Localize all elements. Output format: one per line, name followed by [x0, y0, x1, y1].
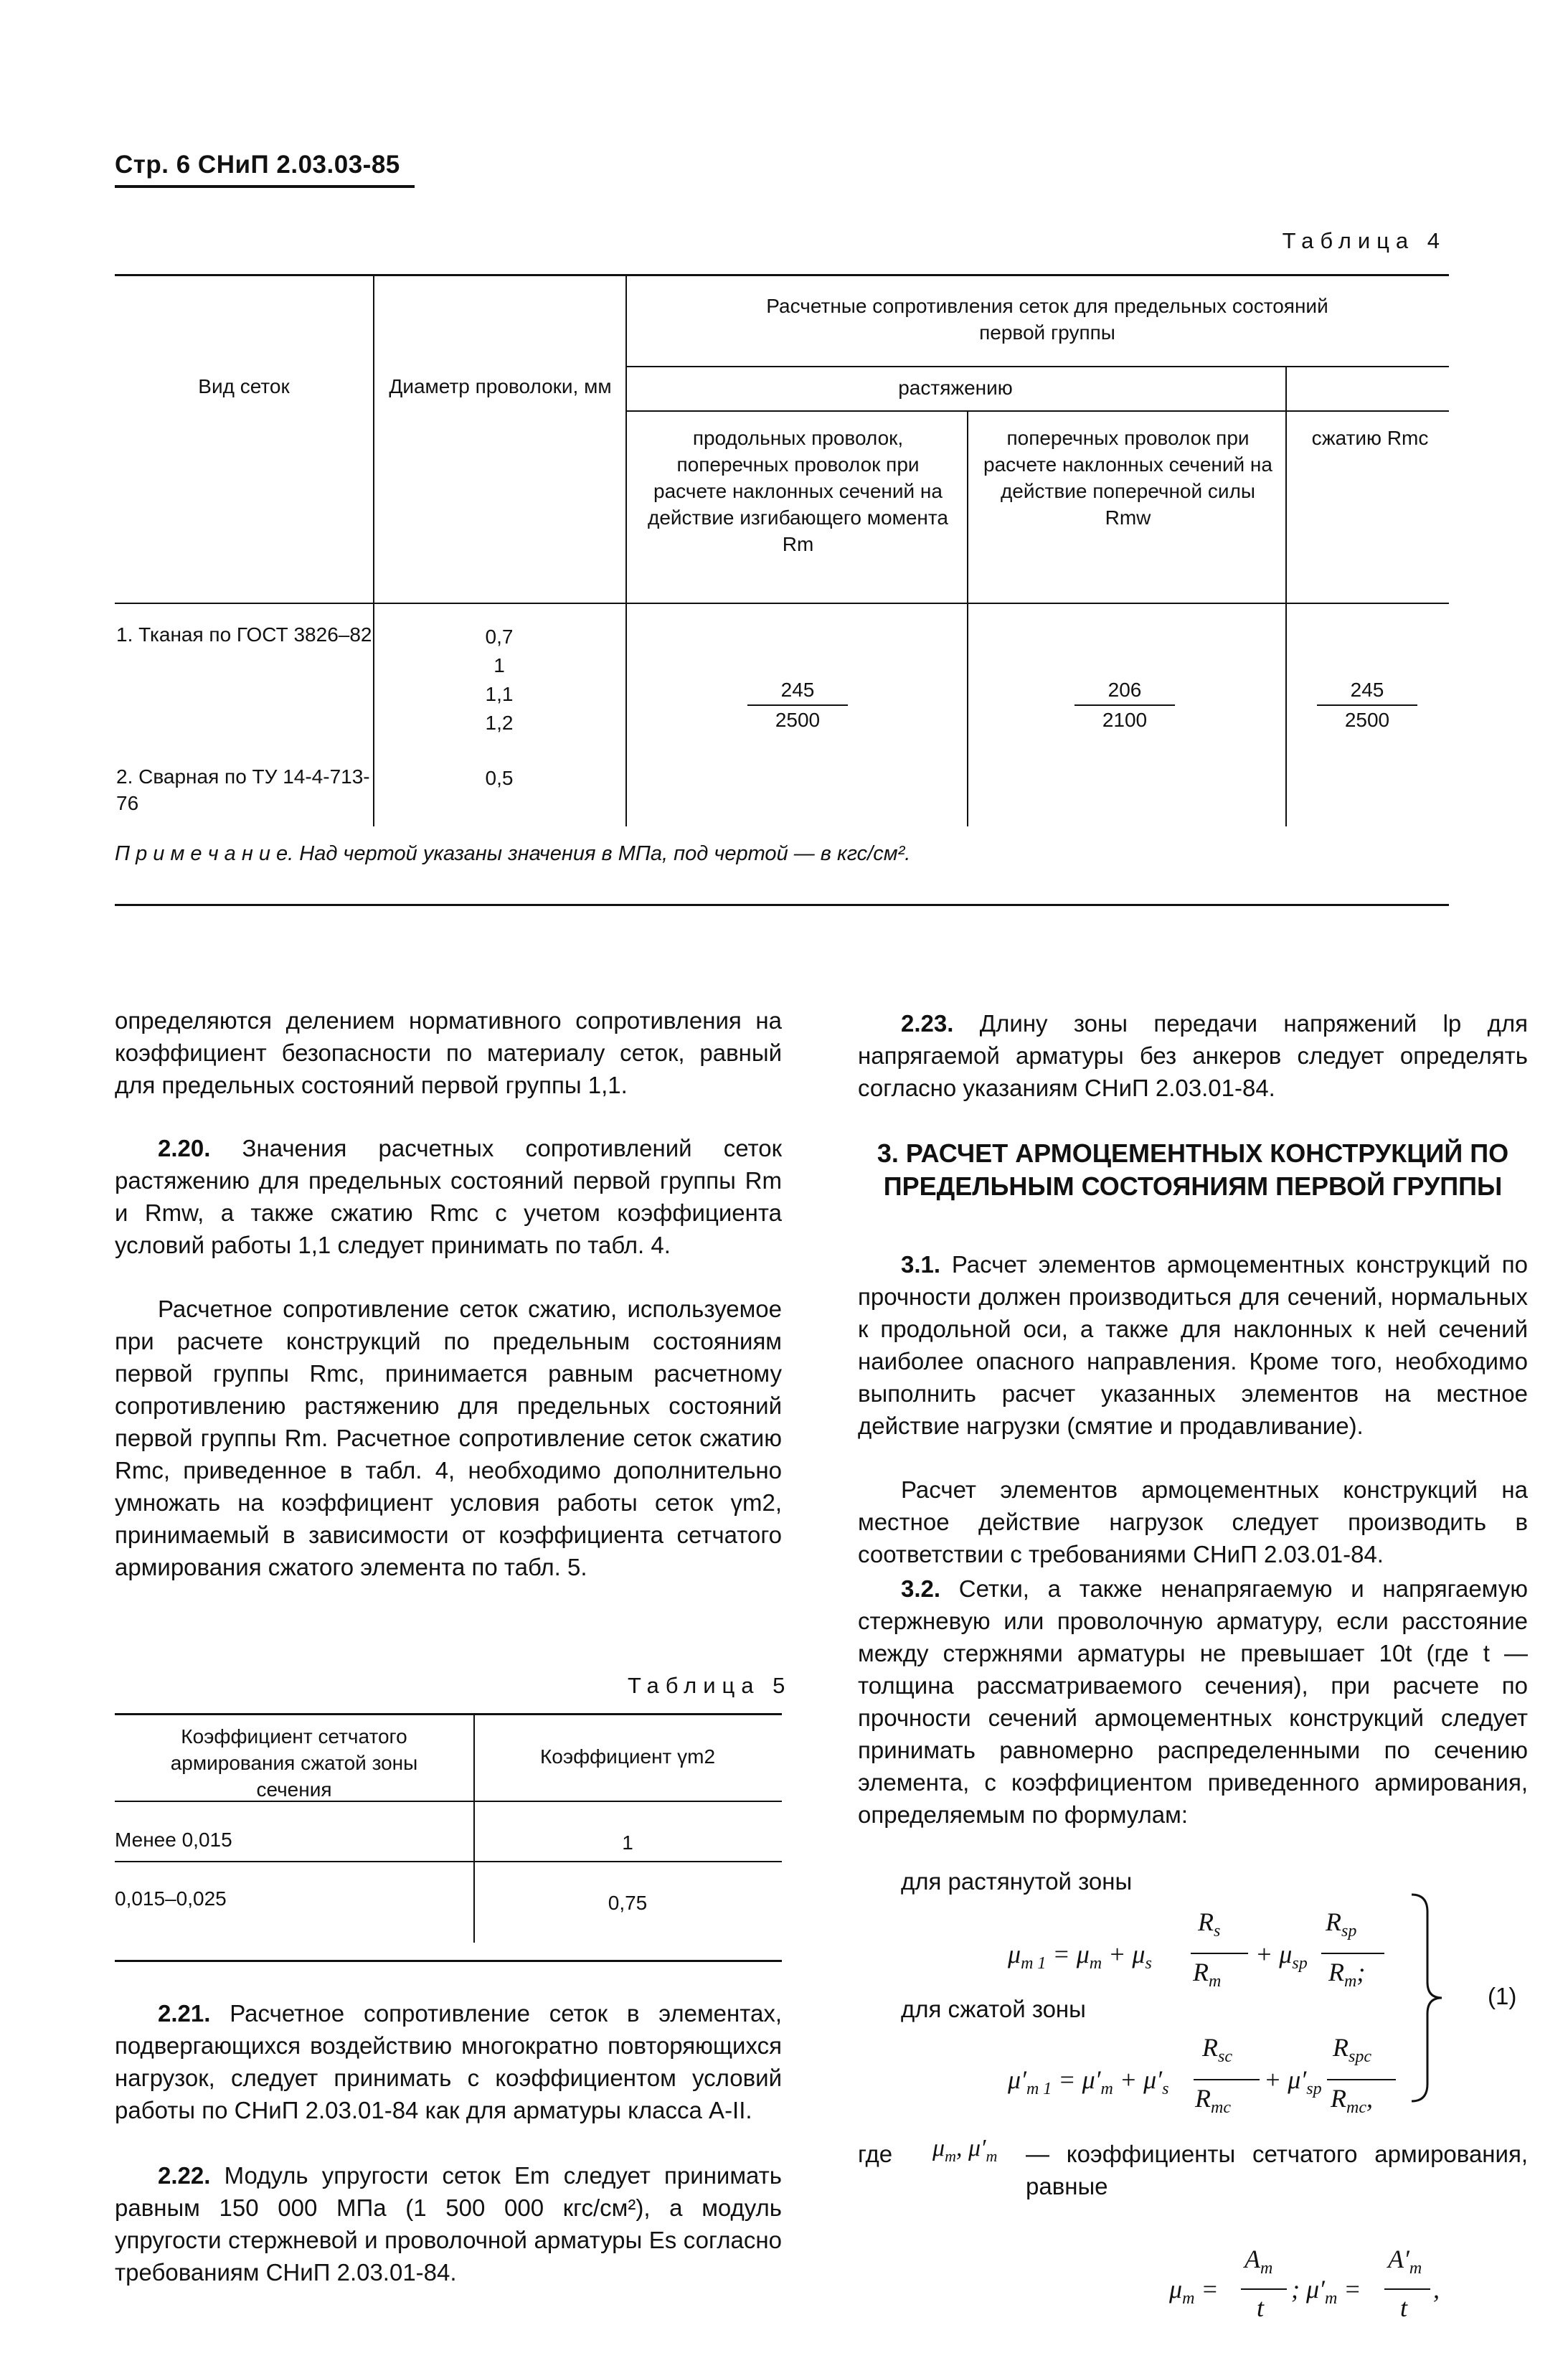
rm-value	[747, 676, 848, 735]
fraction-bar	[1384, 2288, 1430, 2290]
table5-caption: Таблица 5	[628, 1673, 792, 1698]
table4-header-compression: сжатию Rmc	[1311, 427, 1429, 449]
table5-row-value: 0,75	[608, 1892, 648, 1914]
paragraph-text: Модуль упругости сеток Em следует принимать равным 150 000 МПа (1 500 000 кгс/см²), а модуль упругости стержневой и проволочной арматуры Es согласно требованиям СНиП 2.03.01-84.	[115, 2162, 782, 2286]
tension-zone-label: для растянутой зоны	[901, 1868, 1133, 1895]
section-number: 2.23.	[901, 1010, 954, 1037]
paragraph-text: Длину зоны передачи напряжений lp для напрягаемой арматуры без анкеров следует определять согласно указаниям СНиП 2.03.01-84.	[858, 1010, 1529, 1101]
table4-header-type: Вид сеток	[198, 375, 290, 397]
formula-mu-m1: $\mu_{m 1} = \mu_m + \mu_s$	[1008, 1940, 1152, 1973]
table4-tension-rule	[625, 410, 1449, 412]
rm-kgs: 2500	[775, 709, 821, 731]
diameter-value: 1	[493, 654, 505, 676]
section-number: 2.21.	[158, 2000, 211, 2027]
diameter-value: 1,1	[485, 683, 514, 705]
rmw-value	[1075, 676, 1175, 735]
table4-col-divider	[373, 274, 374, 826]
paragraph-local-load: Расчет элементов армоцементных конструкций на местное действие нагрузок следует производить в соответствии с требованиями СНиП 2.03.01-84.	[858, 1476, 1528, 1567]
table4-row-diameters	[373, 623, 625, 737]
table4-col-divider	[1285, 366, 1287, 826]
formula-mu-m: $\mu_m$ =	[1169, 2275, 1219, 2309]
table4-top-rule	[115, 274, 1449, 276]
table5	[115, 1713, 782, 1971]
rmw-mpa: 206	[1075, 676, 1175, 706]
table5-row-range: 0,015–0,025	[115, 1887, 227, 1910]
rm-mpa: 245	[747, 676, 848, 706]
rmc-value	[1317, 676, 1417, 735]
table4-header-transverse: поперечных проволок при расчете наклонных сечений на действие поперечной силы Rmw	[983, 427, 1272, 529]
section-number: 2.20.	[158, 1135, 211, 1161]
table4-row-type: 1. Тканая по ГОСТ 3826–82	[116, 623, 372, 646]
formula-semicolon: ; $\mu'_m$ =	[1291, 2275, 1361, 2309]
table5-top-rule	[115, 1713, 782, 1715]
formula-mu-m1-prime: $\mu'_{m 1} = \mu'_m + \mu'_s$	[1008, 2065, 1169, 2099]
table4	[115, 274, 1449, 905]
table4-note: П р и м е ч а н и е. Над чертой указаны значения в МПа, под чертой — в кгс/см².	[115, 842, 911, 865]
table4-header-rule	[115, 603, 1449, 604]
formula-rm: $R_m$	[1193, 1958, 1222, 1991]
table5-row-rule	[115, 1861, 782, 1862]
formula-mu-symbols: $\mu_m$, $\mu'_m$	[932, 2135, 998, 2165]
fraction-bar	[1327, 2079, 1396, 2080]
section-number: 2.22.	[158, 2162, 211, 2189]
formula-rmc: $R_{mc}$	[1195, 2084, 1231, 2118]
paragraph-text: Сетки, а также ненапрягаемую и напрягаемую стержневую или проволочную арматуру, если расстояние между стержнями арматуры не превышает 10t (где t — толщина рассматриваемого сечения), при расчете по прочности сечений армоцементных конструкций следует принимать равномерно распределенными по сечению элемента, с коэффициентом приведенного армирования, определяемым по формулам:	[858, 1575, 1528, 1828]
table4-header-group: Расчетные сопротивления сеток для предельных состояний первой группы	[766, 295, 1328, 344]
paragraph-2-22	[115, 2159, 782, 2288]
formula-comma: ,	[1433, 2275, 1440, 2303]
table5-row-value: 1	[622, 1831, 633, 1854]
section-number: 3.2.	[901, 1575, 941, 1602]
formula-mu-sp: + $\mu_{sp}$	[1255, 1940, 1308, 1973]
fraction-bar	[1241, 2288, 1287, 2290]
table4-col-divider	[967, 410, 968, 826]
paragraph-text: Расчетное сопротивление сеток в элементах, подвергающихся воздействию многократно повторяющихся нагрузок, следует принимать с коэффициентом условий работы по СНиП 2.03.01-84 как для арматуры класса А-II.	[115, 2000, 783, 2123]
table4-header-tension: растяжению	[898, 377, 1013, 399]
formula-rs: $R_s$	[1198, 1907, 1221, 1941]
table4-bottom-rule	[115, 904, 1449, 906]
table4-caption: Таблица 4	[1282, 228, 1446, 253]
table5-row-range: Менее 0,015	[115, 1829, 232, 1851]
table5-header-right: Коэффициент γm2	[539, 1745, 716, 1768]
formula-rsp: $R_{sp}$	[1326, 1907, 1357, 1941]
formula-am-prime: $A'_m$	[1388, 2245, 1422, 2278]
formula-number: (1)	[1488, 1983, 1517, 2009]
table4-header-longitudinal: продольных проволок, поперечных проволок при расчете наклонных сечений на действие изгибающего момента Rm	[648, 427, 948, 555]
formula-rmc: $R_{mc}$,	[1331, 2084, 1373, 2118]
paragraph-rmc: Расчетное сопротивление сеток сжатию, используемое при расчете конструкций по предельным состояниям первой группы Rmc, принимается равным расчетному сопротивлению растяжению для предельных состояний первой группы Rm. Расчетное сопротивление сеток сжатию Rmc, приведенное в табл. 4, необходимо дополнительно умножать на коэффициент условия работы сеток γm2, принимаемый в зависимости от коэффициента сетчатого армирования сжатого элемента по табл. 5.	[115, 1296, 782, 1580]
table5-bottom-rule	[115, 1960, 782, 1962]
diameter-value: 1,2	[485, 712, 514, 734]
paragraph-2-21	[115, 1997, 782, 2126]
diameter-value: 0,7	[485, 626, 514, 648]
rmc-mpa: 245	[1317, 676, 1417, 706]
curly-brace	[1406, 1890, 1449, 2105]
paragraph-text: Расчет элементов армоцементных конструкций по прочности должен производиться для сечений, нормальных к продольной оси, а также для наклонных к ней сечений наиболее опасного направления. Кроме того, необходимо выполнить расчет указанных элементов на местное действие нагрузки (смятие и продавливание).	[858, 1251, 1528, 1439]
where-label: где	[858, 2141, 893, 2167]
paragraph-continuation: определяются делением нормативного сопротивления на коэффициент безопасности по материалу сеток, равный для предельных состояний первой группы 1,1.	[115, 1007, 782, 1098]
table5-header-left: Коэффициент сетчатого армирования сжатой зоны сечения	[170, 1725, 418, 1801]
paragraph-2-23	[858, 1007, 1528, 1104]
fraction-bar	[1321, 1953, 1384, 1954]
rmw-kgs: 2100	[1102, 709, 1148, 731]
formula-rspc: $R_{spc}$	[1333, 2033, 1371, 2067]
formula-t: t	[1400, 2293, 1408, 2322]
table4-row-type: 2. Сварная по ТУ 14-4-713-76	[116, 765, 370, 814]
paragraph-text: Значения расчетных сопротивлений сеток растяжению для предельных состояний первой группы Rm и Rmw, а также сжатию Rmc с учетом коэффициента условий работы 1,1 следует принимать по табл. 4.	[115, 1135, 783, 1258]
paragraph-3-1	[858, 1248, 1528, 1442]
diameter-value: 0,5	[485, 767, 514, 789]
formula-rm: $R_m$;	[1328, 1958, 1366, 1991]
table4-col-divider	[625, 274, 627, 826]
table4-group-rule	[625, 366, 1449, 367]
paragraph-3-2	[858, 1572, 1528, 1831]
compression-zone-label: для сжатой зоны	[901, 1996, 1086, 2022]
table4-header-diameter: Диаметр проволоки, мм	[389, 375, 612, 397]
formula-t: t	[1257, 2293, 1265, 2322]
section-number: 3.1.	[901, 1251, 941, 1278]
header-underline	[115, 185, 415, 188]
formula-mu-sp-prime: + $\mu'_{sp}$	[1264, 2065, 1322, 2099]
section-heading: 3. РАСЧЕТ АРМОЦЕМЕНТНЫХ КОНСТРУКЦИЙ ПО ПРЕДЕЛЬНЫМ СОСТОЯНИЯМ ПЕРВОЙ ГРУППЫ	[877, 1138, 1509, 1201]
formula-am: $A_m$	[1245, 2245, 1273, 2278]
paragraph-2-20	[115, 1132, 782, 1261]
where-text: — коэффициенты сетчатого армирования, равные	[1026, 2141, 1528, 2199]
page-header: Стр. 6 СНиП 2.03.03-85	[115, 151, 400, 179]
fraction-bar	[1194, 2079, 1260, 2080]
formula-rsc: $R_{sc}$	[1202, 2033, 1232, 2067]
fraction-bar	[1191, 1953, 1248, 1954]
rmc-kgs: 2500	[1344, 709, 1390, 731]
